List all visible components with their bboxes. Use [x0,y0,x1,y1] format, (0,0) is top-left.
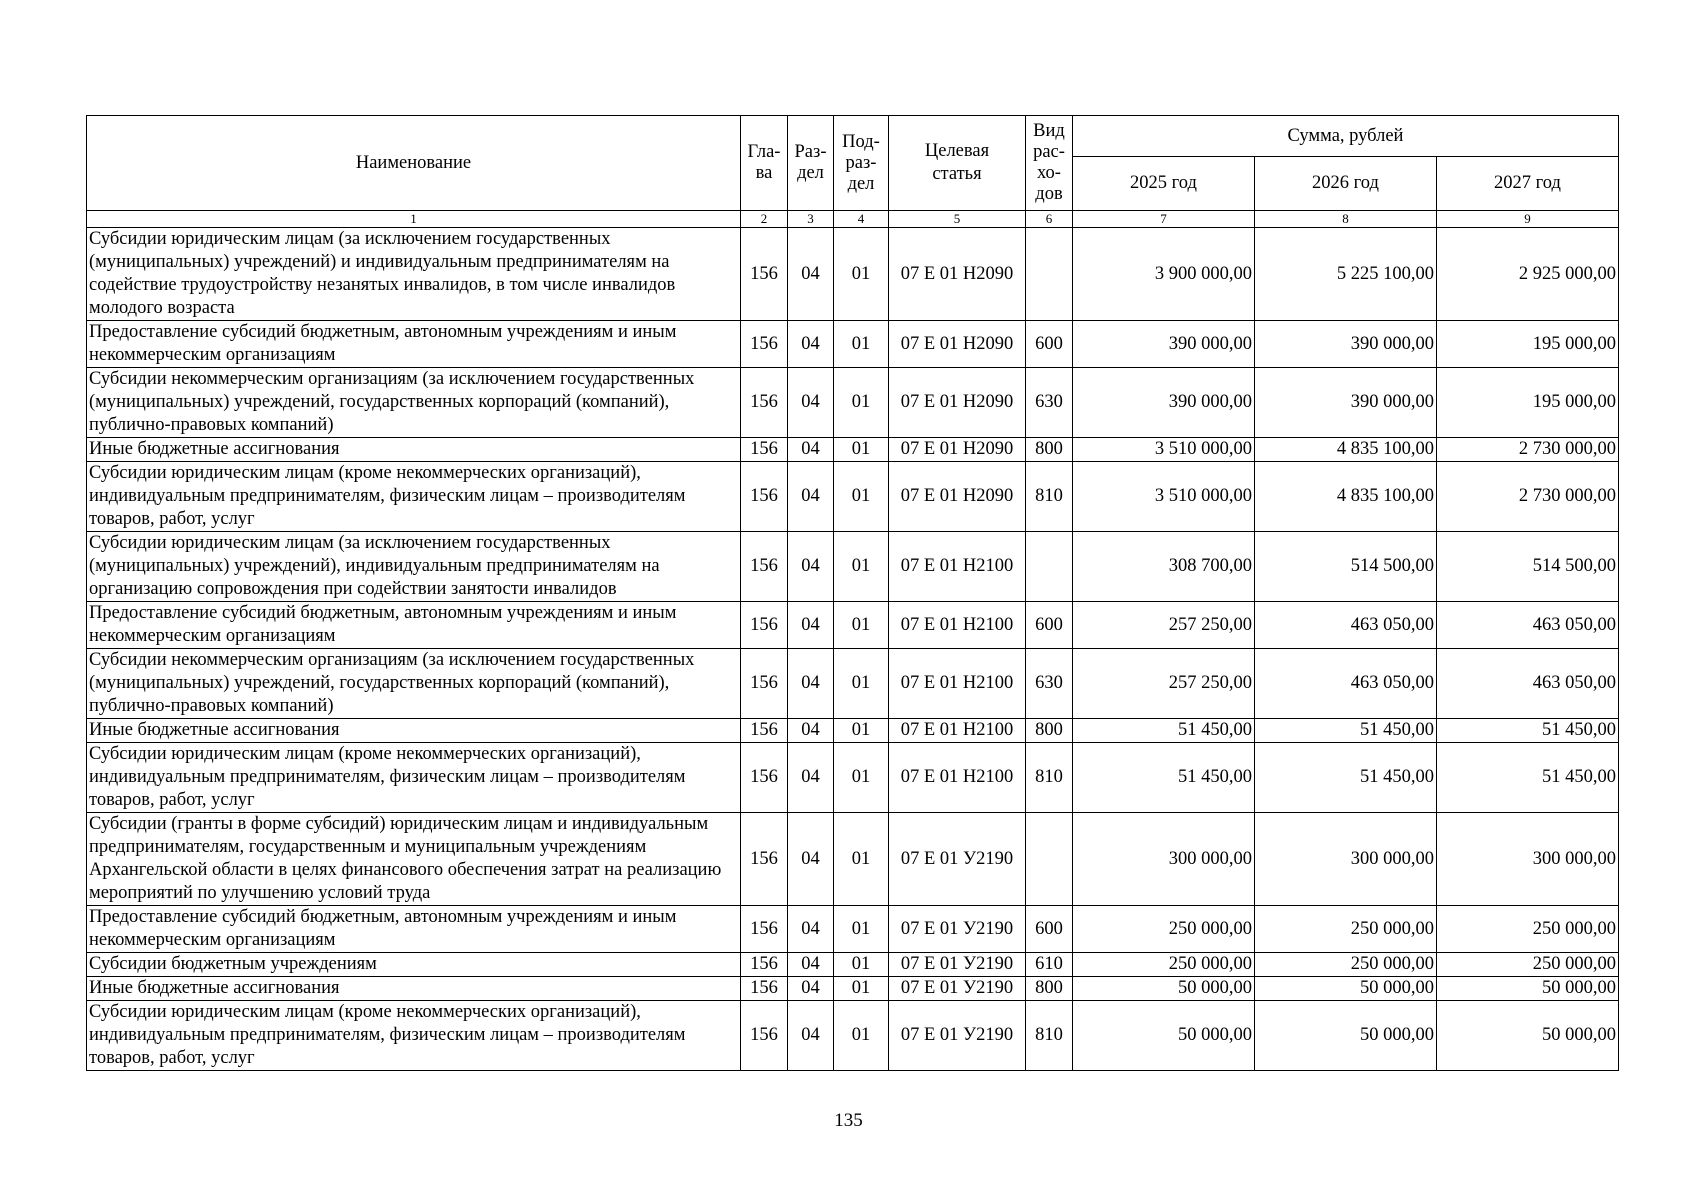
row-amount-2027: 2 925 000,00 [1437,228,1619,321]
row-podrazdel-cell: 01 [834,438,889,462]
row-amount-2025: 257 250,00 [1073,649,1255,719]
row-amount-2026: 4 835 100,00 [1255,462,1437,532]
row-glava-cell: 156 [741,462,788,532]
row-name-cell: Субсидии некоммерческим организациям (за исключением государственных (муниципальных) учреждений, государственных корпораций (компаний), публично-правовых компаний) [87,649,741,719]
header-2025: 2025 год [1073,157,1255,211]
row-name-cell: Иные бюджетные ассигнования [87,977,741,1001]
header-2027: 2027 год [1437,157,1619,211]
row-podrazdel-cell: 01 [834,1001,889,1071]
row-amount-2025: 50 000,00 [1073,1001,1255,1071]
row-podrazdel-cell: 01 [834,462,889,532]
column-number: 1 [87,211,741,228]
row-amount-2025: 308 700,00 [1073,532,1255,602]
row-razdel-cell: 04 [788,228,834,321]
row-statya-cell: 07 Е 01 Н2100 [889,602,1026,649]
row-amount-2026: 250 000,00 [1255,953,1437,977]
row-podrazdel-cell: 01 [834,719,889,743]
header-glava: Гла- ва [741,116,788,211]
row-razdel-cell: 04 [788,977,834,1001]
row-amount-2027: 51 450,00 [1437,719,1619,743]
table-row [87,321,1619,368]
row-vid-cell [1026,532,1073,602]
row-statya-cell: 07 Е 01 Н2090 [889,321,1026,368]
row-amount-2026: 4 835 100,00 [1255,438,1437,462]
table-row [87,813,1619,906]
row-amount-2027: 300 000,00 [1437,813,1619,906]
row-amount-2027: 250 000,00 [1437,906,1619,953]
row-name-cell: Предоставление субсидий бюджетным, автономным учреждениям и иным некоммерческим организациям [87,906,741,953]
row-amount-2026: 50 000,00 [1255,1001,1437,1071]
budget-table [86,115,1619,1071]
column-number: 8 [1255,211,1437,228]
row-amount-2027: 195 000,00 [1437,368,1619,438]
column-number: 7 [1073,211,1255,228]
row-vid-cell: 810 [1026,743,1073,813]
row-statya-cell: 07 Е 01 У2190 [889,977,1026,1001]
row-amount-2025: 390 000,00 [1073,321,1255,368]
table-row [87,532,1619,602]
row-name-cell: Предоставление субсидий бюджетным, автономным учреждениям и иным некоммерческим организациям [87,321,741,368]
column-number: 9 [1437,211,1619,228]
row-vid-cell: 800 [1026,719,1073,743]
row-amount-2026: 463 050,00 [1255,602,1437,649]
header-summa: Сумма, рублей [1073,116,1619,157]
row-statya-cell: 07 Е 01 У2190 [889,953,1026,977]
row-name-cell: Субсидии бюджетным учреждениям [87,953,741,977]
row-amount-2025: 3 510 000,00 [1073,462,1255,532]
row-razdel-cell: 04 [788,462,834,532]
header-podrazdel: Под- раз- дел [834,116,889,211]
row-amount-2027: 250 000,00 [1437,953,1619,977]
row-amount-2025: 257 250,00 [1073,602,1255,649]
row-statya-cell: 07 Е 01 Н2100 [889,532,1026,602]
row-amount-2027: 514 500,00 [1437,532,1619,602]
row-glava-cell: 156 [741,368,788,438]
row-podrazdel-cell: 01 [834,953,889,977]
row-vid-cell: 600 [1026,602,1073,649]
row-razdel-cell: 04 [788,813,834,906]
row-vid-cell: 610 [1026,953,1073,977]
row-amount-2027: 50 000,00 [1437,977,1619,1001]
table-row [87,228,1619,321]
row-amount-2025: 50 000,00 [1073,977,1255,1001]
row-amount-2026: 51 450,00 [1255,743,1437,813]
row-razdel-cell: 04 [788,438,834,462]
row-name-cell: Иные бюджетные ассигнования [87,438,741,462]
row-statya-cell: 07 Е 01 У2190 [889,906,1026,953]
row-glava-cell: 156 [741,743,788,813]
row-podrazdel-cell: 01 [834,813,889,906]
row-amount-2025: 3 510 000,00 [1073,438,1255,462]
row-name-cell: Субсидии юридическим лицам (кроме некоммерческих организаций), индивидуальным предпринимателям, физическим лицам – производителям товаров, работ, услуг [87,743,741,813]
row-vid-cell: 630 [1026,649,1073,719]
table-row [87,368,1619,438]
row-razdel-cell: 04 [788,532,834,602]
table-row [87,743,1619,813]
row-glava-cell: 156 [741,649,788,719]
table-row [87,977,1619,1001]
row-razdel-cell: 04 [788,321,834,368]
budget-table-container [86,115,1619,1071]
row-statya-cell: 07 Е 01 Н2090 [889,228,1026,321]
row-amount-2026: 390 000,00 [1255,368,1437,438]
row-amount-2025: 51 450,00 [1073,743,1255,813]
row-amount-2025: 300 000,00 [1073,813,1255,906]
row-razdel-cell: 04 [788,1001,834,1071]
row-statya-cell: 07 Е 01 Н2100 [889,719,1026,743]
row-podrazdel-cell: 01 [834,532,889,602]
row-vid-cell: 630 [1026,368,1073,438]
row-amount-2027: 50 000,00 [1437,1001,1619,1071]
row-vid-cell: 600 [1026,906,1073,953]
row-glava-cell: 156 [741,228,788,321]
row-glava-cell: 156 [741,1001,788,1071]
header-statya: Целевая статья [889,116,1026,211]
column-number: 2 [741,211,788,228]
row-amount-2027: 2 730 000,00 [1437,462,1619,532]
row-glava-cell: 156 [741,953,788,977]
row-glava-cell: 156 [741,438,788,462]
header-razdel: Раз- дел [788,116,834,211]
row-vid-cell: 800 [1026,977,1073,1001]
table-body [87,211,1619,1071]
row-vid-cell [1026,228,1073,321]
row-vid-cell: 810 [1026,462,1073,532]
row-amount-2026: 514 500,00 [1255,532,1437,602]
header-name: Наименование [87,116,741,211]
table-row [87,602,1619,649]
row-vid-cell [1026,813,1073,906]
table-row [87,462,1619,532]
row-podrazdel-cell: 01 [834,368,889,438]
table-row [87,1001,1619,1071]
row-podrazdel-cell: 01 [834,649,889,719]
header-2026: 2026 год [1255,157,1437,211]
row-razdel-cell: 04 [788,743,834,813]
row-statya-cell: 07 Е 01 Н2100 [889,743,1026,813]
row-statya-cell: 07 Е 01 У2190 [889,1001,1026,1071]
row-statya-cell: 07 Е 01 Н2090 [889,438,1026,462]
column-number: 3 [788,211,834,228]
row-statya-cell: 07 Е 01 У2190 [889,813,1026,906]
header-vid: Вид рас- хо- дов [1026,116,1073,211]
table-row [87,649,1619,719]
column-number: 4 [834,211,889,228]
table-row [87,906,1619,953]
row-amount-2025: 51 450,00 [1073,719,1255,743]
row-glava-cell: 156 [741,813,788,906]
row-name-cell: Иные бюджетные ассигнования [87,719,741,743]
column-number: 5 [889,211,1026,228]
row-name-cell: Предоставление субсидий бюджетным, автономным учреждениям и иным некоммерческим организациям [87,602,741,649]
row-amount-2025: 390 000,00 [1073,368,1255,438]
row-vid-cell: 800 [1026,438,1073,462]
row-glava-cell: 156 [741,906,788,953]
row-glava-cell: 156 [741,977,788,1001]
row-podrazdel-cell: 01 [834,977,889,1001]
row-amount-2027: 2 730 000,00 [1437,438,1619,462]
row-razdel-cell: 04 [788,368,834,438]
row-name-cell: Субсидии юридическим лицам (за исключением государственных (муниципальных) учреждений) и индивидуальным предпринимателям на содействие трудоустройству незанятых инвалидов, в том числе инвалидов молодого возраста [87,228,741,321]
row-amount-2026: 390 000,00 [1255,321,1437,368]
row-razdel-cell: 04 [788,649,834,719]
page-number: 135 [834,1110,863,1131]
row-statya-cell: 07 Е 01 Н2090 [889,462,1026,532]
row-podrazdel-cell: 01 [834,321,889,368]
row-podrazdel-cell: 01 [834,906,889,953]
row-amount-2025: 3 900 000,00 [1073,228,1255,321]
row-razdel-cell: 04 [788,719,834,743]
row-amount-2026: 250 000,00 [1255,906,1437,953]
row-name-cell: Субсидии некоммерческим организациям (за исключением государственных (муниципальных) учреждений, государственных корпораций (компаний), публично-правовых компаний) [87,368,741,438]
row-podrazdel-cell: 01 [834,743,889,813]
row-podrazdel-cell: 01 [834,602,889,649]
row-razdel-cell: 04 [788,602,834,649]
row-amount-2026: 51 450,00 [1255,719,1437,743]
row-amount-2026: 463 050,00 [1255,649,1437,719]
table-row [87,953,1619,977]
row-name-cell: Субсидии юридическим лицам (за исключением государственных (муниципальных) учреждений), индивидуальным предпринимателям на организацию сопровождения при содействии занятости инвалидов [87,532,741,602]
row-podrazdel-cell: 01 [834,228,889,321]
row-amount-2026: 300 000,00 [1255,813,1437,906]
column-number: 6 [1026,211,1073,228]
row-statya-cell: 07 Е 01 Н2100 [889,649,1026,719]
row-name-cell: Субсидии юридическим лицам (кроме некоммерческих организаций), индивидуальным предпринимателям, физическим лицам – производителям товаров, работ, услуг [87,462,741,532]
row-razdel-cell: 04 [788,906,834,953]
column-number-row [87,211,1619,228]
row-glava-cell: 156 [741,719,788,743]
row-amount-2027: 463 050,00 [1437,602,1619,649]
row-amount-2027: 463 050,00 [1437,649,1619,719]
row-amount-2027: 195 000,00 [1437,321,1619,368]
row-glava-cell: 156 [741,532,788,602]
table-row [87,719,1619,743]
row-amount-2027: 51 450,00 [1437,743,1619,813]
row-name-cell: Субсидии юридическим лицам (кроме некоммерческих организаций), индивидуальным предпринимателям, физическим лицам – производителям товаров, работ, услуг [87,1001,741,1071]
row-vid-cell: 600 [1026,321,1073,368]
table-row [87,438,1619,462]
row-glava-cell: 156 [741,602,788,649]
row-amount-2026: 50 000,00 [1255,977,1437,1001]
row-glava-cell: 156 [741,321,788,368]
row-razdel-cell: 04 [788,953,834,977]
row-statya-cell: 07 Е 01 Н2090 [889,368,1026,438]
row-vid-cell: 810 [1026,1001,1073,1071]
row-amount-2026: 5 225 100,00 [1255,228,1437,321]
row-amount-2025: 250 000,00 [1073,906,1255,953]
row-name-cell: Субсидии (гранты в форме субсидий) юридическим лицам и индивидуальным предпринимателям, государственным и муниципальным учреждениям Архангельской области в целях финансового обеспечения затрат на реализацию мероприятий по улучшению условий труда [87,813,741,906]
row-amount-2025: 250 000,00 [1073,953,1255,977]
